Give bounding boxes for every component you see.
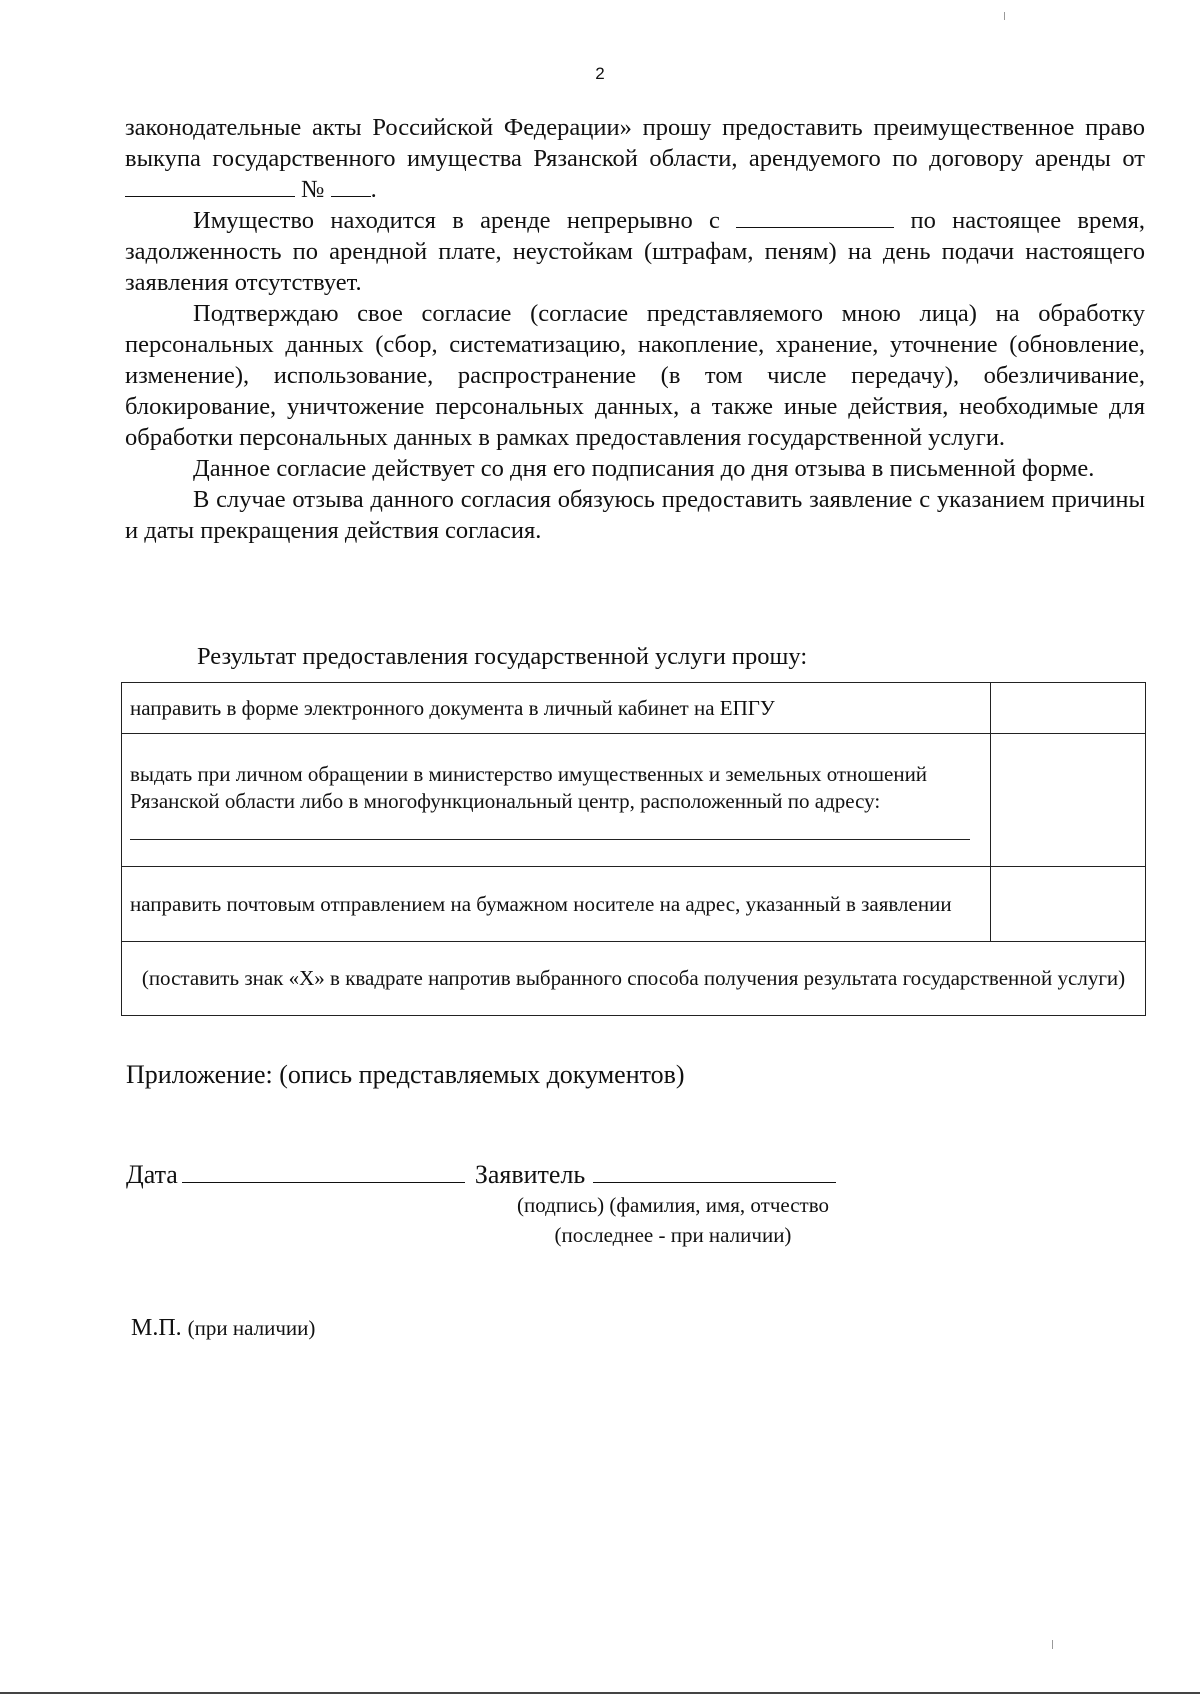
paragraph-tenancy-text-a: Имущество находится в аренде непрерывно с xyxy=(193,207,737,234)
address-blank[interactable] xyxy=(130,817,970,840)
paragraph-lease xyxy=(125,112,1145,205)
page-number: 2 xyxy=(595,64,605,83)
stamp-label: М.П. xyxy=(131,1315,182,1341)
body-text xyxy=(125,112,1145,546)
option-epgu-checkbox[interactable] xyxy=(990,683,1145,734)
option-in-person-checkbox[interactable] xyxy=(990,734,1145,867)
table-row xyxy=(122,942,1146,1016)
option-epgu-label: направить в форме электронного документа в личный кабинет на ЕПГУ xyxy=(122,683,991,734)
stamp-place xyxy=(131,1315,315,1342)
paragraph-tenancy-text-b: по настоящее время, задолженность по арендной плате, неустойкам (штрафам, пеням) на день подачи настоящего заявления отсутствует. xyxy=(125,207,1145,296)
paragraph-consent: Подтверждаю свое согласие (согласие представляемого мною лица) на обработку персональных данных (сбор, систематизацию, накопление, хранение, уточнение (обновление, изменение), использование, распространение (в том числе передачу), обезличивание, блокирование, уничтожение персональных данных, а также иные действия, необходимые для обработки персональных данных в рамках предоставления государственной услуги. xyxy=(125,300,1145,451)
paragraph-lease-text-b: № xyxy=(295,176,331,203)
paragraph-consent-term: Данное согласие действует со дня его подписания до дня отзыва в письменной форме. xyxy=(193,455,1095,482)
paragraph-consent-withdrawal: В случае отзыва данного согласия обязуюсь предоставить заявление с указанием причины и даты прекращения действия согласия. xyxy=(125,486,1145,544)
signature-note xyxy=(488,1190,858,1250)
table-row xyxy=(122,683,1146,734)
scan-artifact xyxy=(1004,12,1005,20)
paragraph-lease-text-a: законодательные акты Российской Федерации» прошу предоставить преимущественное право выкупа государственного имущества Рязанской области, арендуемого по договору аренды от xyxy=(125,114,1145,172)
choice-note: (поставить знак «Х» в квадрате напротив выбранного способа получения результата государственной услуги) xyxy=(122,942,1146,1016)
signature-row xyxy=(126,1158,836,1190)
tenancy-start-blank[interactable] xyxy=(736,205,894,228)
lease-number-blank[interactable] xyxy=(331,174,371,197)
table-row xyxy=(122,734,1146,867)
option-post-checkbox[interactable] xyxy=(990,867,1145,942)
applicant-signature-blank[interactable] xyxy=(593,1158,836,1183)
scan-artifact xyxy=(1052,1640,1053,1649)
date-blank[interactable] xyxy=(182,1158,465,1183)
bottom-rule xyxy=(0,1692,1200,1694)
paragraph-tenancy xyxy=(125,205,1145,298)
signature-note-line2: (последнее - при наличии) xyxy=(554,1223,792,1247)
option-in-person-cell xyxy=(122,734,991,867)
paragraph-lease-text-c: . xyxy=(370,176,377,203)
option-post-label: направить почтовым отправлением на бумажном носителе на адрес, указанный в заявлении xyxy=(122,867,991,942)
option-in-person-label: выдать при личном обращении в министерство имущественных и земельных отношений Рязанской области либо в многофункциональный центр, расположенный по адресу: xyxy=(130,761,928,813)
table-row xyxy=(122,867,1146,942)
stamp-note: (при наличии) xyxy=(187,1316,316,1340)
delivery-method-table xyxy=(121,682,1146,1016)
applicant-label: Заявитель xyxy=(474,1160,586,1189)
date-label: Дата xyxy=(126,1160,178,1189)
signature-note-line1: (подпись) (фамилия, имя, отчество xyxy=(516,1193,830,1217)
appendix-label: Приложение: (опись представляемых документов) xyxy=(126,1060,685,1089)
lease-date-blank[interactable] xyxy=(125,174,295,197)
result-caption: Результат предоставления государственной услуги прошу: xyxy=(197,643,808,670)
